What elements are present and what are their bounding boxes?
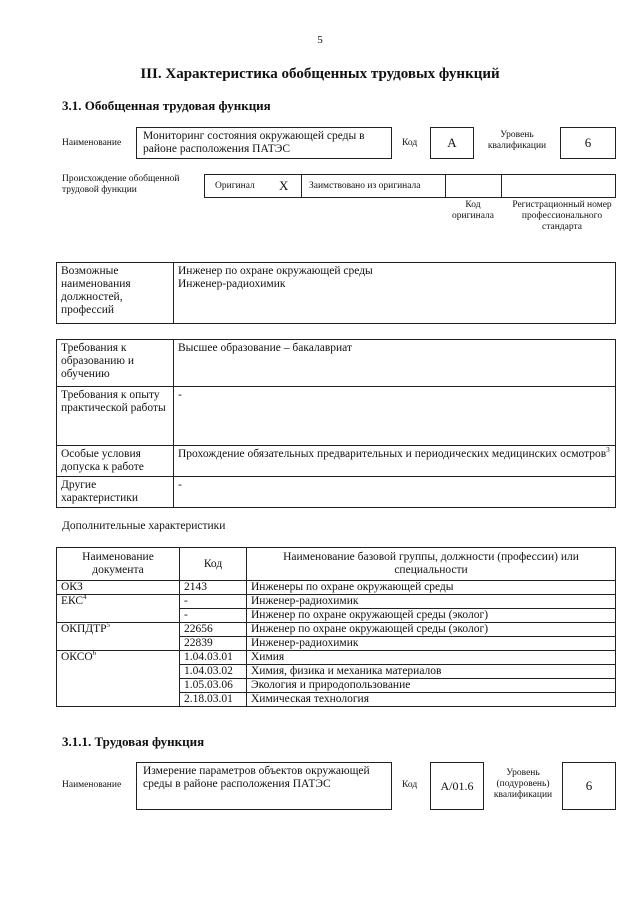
gtf-heading: 3.1. Обобщенная трудовая функция xyxy=(62,98,271,113)
origin-label: Происхождение обобщенной трудовой функции xyxy=(62,174,180,195)
gtf-name-value: Мониторинг состояния окружающей среды в районе расположения ПАТЭС xyxy=(136,127,392,159)
name-cell: Инженер по охране окружающей среды (эколог) xyxy=(247,609,616,623)
tf-code-value: A/01.6 xyxy=(430,762,484,810)
tf-name-value: Измерение параметров объектов окружающей среды в районе расположения ПАТЭС xyxy=(136,762,392,810)
doc-cell: ОКЗ xyxy=(57,581,180,595)
requirement-value xyxy=(174,446,616,477)
requirements-table xyxy=(56,339,616,508)
positions-row xyxy=(57,263,616,324)
additional-table xyxy=(56,547,616,707)
header-doc: Наименование документа xyxy=(57,548,180,581)
positions-values xyxy=(174,263,616,324)
position-item: Инженер-радиохимик xyxy=(178,278,286,290)
origin-divider-2 xyxy=(445,175,446,197)
gtf-name-label: Наименование xyxy=(62,138,122,148)
header-name: Наименование базовой группы, должности (профессии) или специальности xyxy=(247,548,616,581)
code-cell: - xyxy=(180,595,247,609)
tf-heading: 3.1.1. Трудовая функция xyxy=(62,734,205,749)
requirement-value: - xyxy=(174,477,616,508)
code-cell: 2143 xyxy=(180,581,247,595)
position-item: Инженер по охране окружающей среды xyxy=(178,265,373,277)
section-title: III. Характеристика обобщенных трудовых функций xyxy=(140,66,500,82)
origin-code-caption: Код оригинала xyxy=(452,200,494,221)
doc-cell: ОКПДТР$^5$ xyxy=(57,623,180,651)
code-cell: 2.18.03.01 xyxy=(180,693,247,707)
origin-borrowed-label: Заимствовано из оригинала xyxy=(309,181,421,191)
origin-original-mark: X xyxy=(279,178,289,193)
page-number: 5 xyxy=(317,34,323,46)
code-cell: - xyxy=(180,609,247,623)
additional-title: Дополнительные характеристики xyxy=(62,520,226,532)
table-row xyxy=(57,595,616,609)
requirement-label: Особые условия допуска к работе xyxy=(57,446,174,477)
requirement-text: Прохождение обязательных предварительных и периодических медицинских осмотров xyxy=(178,448,607,460)
additional-header-row xyxy=(57,548,616,581)
name-cell: Химия xyxy=(247,651,616,665)
positions-label: Возможные наименования должностей, профессий xyxy=(57,263,174,324)
table-row xyxy=(57,581,616,595)
name-cell: Инженеры по охране окружающей среды xyxy=(247,581,616,595)
origin-table xyxy=(204,174,616,198)
code-cell: 1.04.03.02 xyxy=(180,665,247,679)
positions-table xyxy=(56,262,616,324)
name-cell: Химическая технология xyxy=(247,693,616,707)
doc-cell: ОКСО$^6$ xyxy=(57,651,180,707)
origin-divider-1 xyxy=(301,175,302,197)
name-cell: Химия, физика и механика материалов xyxy=(247,665,616,679)
requirement-label: Другие характеристики xyxy=(57,477,174,508)
gtf-code-value: A xyxy=(430,127,474,159)
tf-level-label: Уровень (подуровень) квалификации xyxy=(493,768,553,800)
requirement-label: Требования к образованию и обучению xyxy=(57,340,174,387)
origin-reg-caption: Регистрационный номер профессионального стандарта xyxy=(512,200,612,232)
requirement-value: - xyxy=(174,387,616,446)
footnote-ref: 3 xyxy=(606,446,610,455)
tf-code-label: Код xyxy=(402,780,418,790)
code-cell: 22839 xyxy=(180,637,247,651)
table-row xyxy=(57,623,616,637)
name-cell: Инженер-радиохимик xyxy=(247,595,616,609)
requirement-row xyxy=(57,477,616,508)
tf-level-value: 6 xyxy=(562,762,616,810)
doc-cell: ЕКС$^4$ xyxy=(57,595,180,623)
table-row xyxy=(57,651,616,665)
requirement-value: Высшее образование – бакалавриат xyxy=(174,340,616,387)
requirement-label: Требования к опыту практической работы xyxy=(57,387,174,446)
gtf-code-label: Код xyxy=(402,138,418,148)
tf-name-label: Наименование xyxy=(62,780,122,790)
gtf-level-value: 6 xyxy=(560,127,616,159)
code-cell: 22656 xyxy=(180,623,247,637)
name-cell: Инженер-радиохимик xyxy=(247,637,616,651)
code-cell: 1.04.03.01 xyxy=(180,651,247,665)
name-cell: Инженер по охране окружающей среды (эколог) xyxy=(247,623,616,637)
origin-divider-3 xyxy=(501,175,502,197)
requirement-row xyxy=(57,387,616,446)
code-cell: 1.05.03.06 xyxy=(180,679,247,693)
gtf-level-label: Уровень квалификации xyxy=(487,130,547,151)
origin-original-label: Оригинал xyxy=(215,181,255,191)
requirement-row xyxy=(57,340,616,387)
name-cell: Экология и природопользование xyxy=(247,679,616,693)
requirement-row xyxy=(57,446,616,477)
header-code: Код xyxy=(180,548,247,581)
